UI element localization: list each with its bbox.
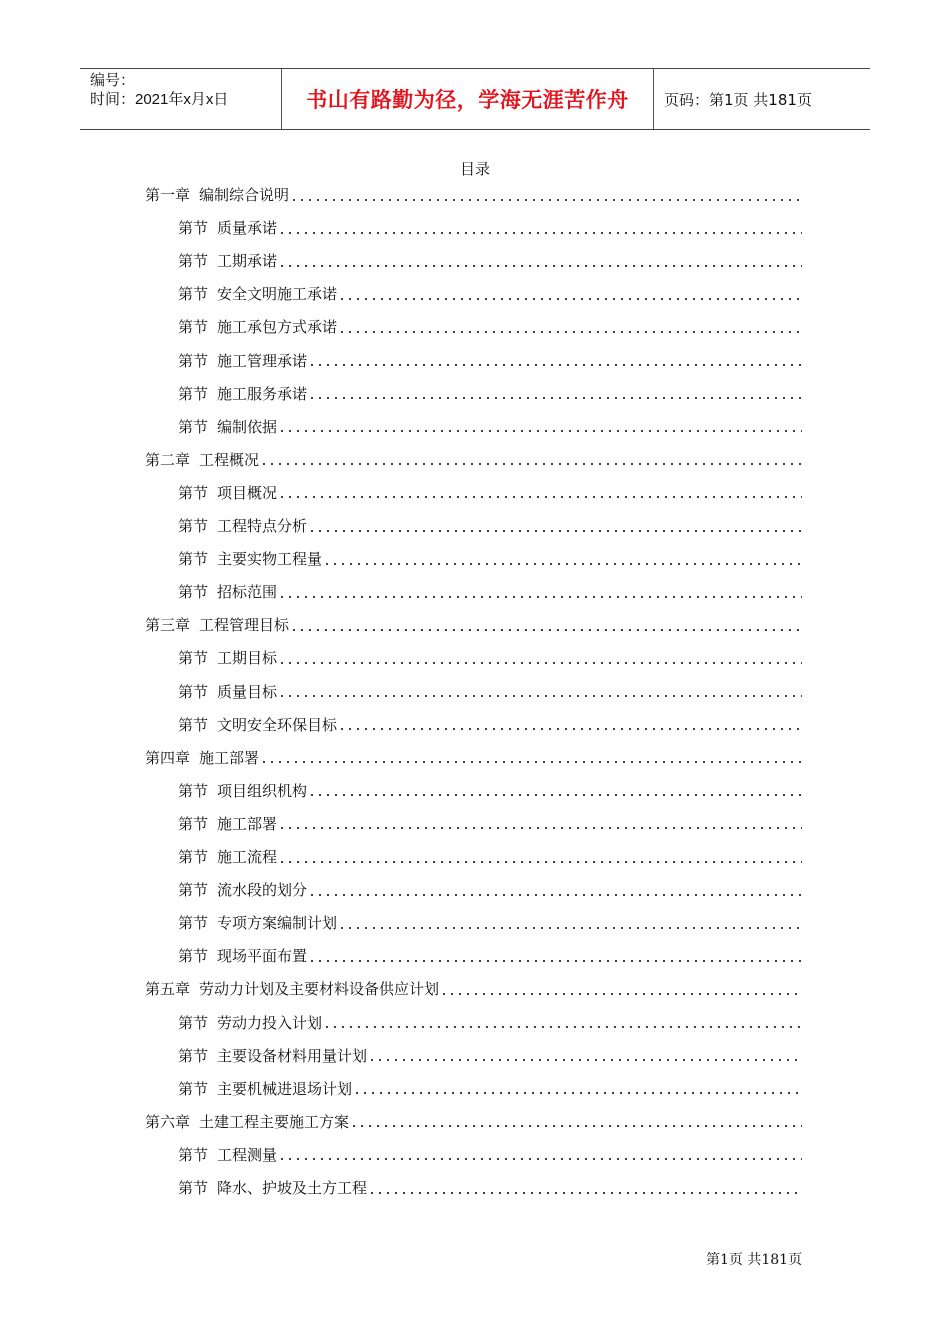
toc-entry-prefix: 第五章 xyxy=(145,980,191,999)
toc-section-entry[interactable] xyxy=(178,840,802,873)
toc-section-entry[interactable] xyxy=(178,211,802,244)
page-header xyxy=(80,68,870,130)
toc-entry-text: 劳动力计划及主要材料设备供应计划 xyxy=(199,980,440,999)
toc-section-entry[interactable] xyxy=(178,377,802,410)
toc-section-entry[interactable] xyxy=(178,641,802,674)
toc-section-entry[interactable] xyxy=(178,410,802,443)
toc-entry-text: 编制依据 xyxy=(217,417,278,436)
toc-entry-prefix: 第节 xyxy=(178,881,209,900)
toc-entry-text: 施工服务承诺 xyxy=(217,384,308,403)
toc-entry-label xyxy=(145,747,259,768)
toc-dot-leader xyxy=(278,495,802,499)
toc-dot-leader xyxy=(353,1091,802,1095)
toc-section-entry[interactable] xyxy=(178,542,802,575)
header-page-info: 页码：第1页 共181页 xyxy=(664,90,812,109)
toc-entry-prefix: 第节 xyxy=(178,285,209,304)
toc-entry-prefix: 第节 xyxy=(178,219,209,238)
toc-section-entry[interactable] xyxy=(178,675,802,708)
toc-dot-leader xyxy=(338,330,802,334)
toc-dot-leader xyxy=(323,562,802,566)
toc-entry-label xyxy=(178,250,277,271)
toc-dot-leader xyxy=(278,264,802,268)
toc-entry-label xyxy=(178,383,307,404)
toc-entry-text: 编制综合说明 xyxy=(199,186,290,204)
toc-chapter-entry[interactable] xyxy=(145,178,802,211)
toc-entry-label xyxy=(145,184,289,205)
toc-entry-text: 劳动力投入计划 xyxy=(217,1013,323,1032)
toc-entry-prefix: 第节 xyxy=(178,914,209,933)
toc-entry-label xyxy=(178,316,337,337)
toc-entry-label xyxy=(178,515,307,536)
toc-entry-label xyxy=(178,1177,367,1198)
toc-dot-leader xyxy=(278,231,802,235)
toc-section-entry[interactable] xyxy=(178,509,802,542)
toc-entry-label xyxy=(178,1012,322,1033)
toc-entry-text: 降水、护坡及土方工程 xyxy=(217,1179,368,1197)
toc-entry-label xyxy=(178,581,277,602)
toc-dot-leader xyxy=(260,760,802,764)
toc-entry-label xyxy=(145,449,259,470)
toc-entry-text: 工程概况 xyxy=(199,450,260,469)
toc-entry-label xyxy=(178,217,277,238)
toc-section-entry[interactable] xyxy=(178,244,802,277)
toc-entry-label xyxy=(178,846,277,867)
toc-entry-label xyxy=(178,1078,352,1099)
toc-dot-leader xyxy=(278,694,802,698)
toc-entry-text: 主要机械进退场计划 xyxy=(217,1079,353,1098)
toc-entry-text: 工期目标 xyxy=(217,649,278,668)
toc-entry-label xyxy=(178,945,307,966)
toc-entry-label xyxy=(178,912,337,933)
document-time-label: 时间：2021年x月x日 xyxy=(90,91,229,108)
toc-entry-text: 施工管理承诺 xyxy=(217,351,308,370)
toc-entry-text: 工程管理目标 xyxy=(199,616,290,635)
toc-section-entry[interactable] xyxy=(178,344,802,377)
toc-entry-prefix: 第节 xyxy=(178,682,209,701)
toc-entry-prefix: 第三章 xyxy=(145,616,191,635)
toc-section-entry[interactable] xyxy=(178,476,802,509)
toc-entry-label xyxy=(178,647,277,668)
toc-dot-leader xyxy=(278,595,802,599)
toc-dot-leader xyxy=(290,198,802,202)
toc-entry-text: 项目组织机构 xyxy=(217,781,308,800)
toc-dot-leader xyxy=(308,793,802,797)
toc-entry-label xyxy=(178,482,277,503)
toc-section-entry[interactable] xyxy=(178,310,802,343)
toc-entry-text: 专项方案编制计划 xyxy=(217,914,338,933)
toc-entry-text: 质量目标 xyxy=(217,682,278,701)
toc-entry-prefix: 第节 xyxy=(178,483,209,502)
toc-dot-leader xyxy=(308,959,802,963)
toc-entry-prefix: 第节 xyxy=(178,1179,209,1197)
toc-dot-leader xyxy=(338,297,802,301)
toc-dot-leader xyxy=(260,462,802,466)
toc-entry-prefix: 第四章 xyxy=(145,748,191,767)
toc-dot-leader xyxy=(323,1025,802,1029)
toc-entry-text: 施工部署 xyxy=(217,814,278,833)
toc-entry-text: 工程特点分析 xyxy=(217,517,308,535)
toc-entry-prefix: 第节 xyxy=(178,848,209,866)
toc-chapter-entry[interactable] xyxy=(145,608,802,641)
toc-entry-label xyxy=(178,416,277,437)
toc-entry-prefix: 第节 xyxy=(178,517,209,535)
toc-entry-text: 施工流程 xyxy=(217,848,278,866)
toc-entry-label xyxy=(178,1144,277,1165)
toc-entry-label xyxy=(178,350,307,371)
toc-section-entry[interactable] xyxy=(178,708,802,741)
toc-entry-label xyxy=(178,548,322,569)
toc-entry-label xyxy=(178,780,307,801)
toc-entry-prefix: 第节 xyxy=(178,583,209,602)
toc-entry-label xyxy=(145,1111,349,1132)
toc-dot-leader xyxy=(440,992,802,996)
toc-dot-leader xyxy=(308,893,802,897)
toc-dot-leader xyxy=(350,1124,802,1128)
toc-dot-leader xyxy=(278,429,802,433)
toc-entry-text: 流水段的划分 xyxy=(217,881,308,900)
toc-entry-text: 施工部署 xyxy=(199,748,260,767)
toc-entry-prefix: 第节 xyxy=(178,715,209,734)
toc-entry-label xyxy=(178,283,337,304)
toc-entry-text: 施工承包方式承诺 xyxy=(217,318,338,337)
toc-entry-prefix: 第节 xyxy=(178,781,209,800)
toc-dot-leader xyxy=(338,727,802,731)
toc-section-entry[interactable] xyxy=(178,1039,802,1072)
toc-dot-leader xyxy=(278,1157,802,1161)
toc-entry-prefix: 第节 xyxy=(178,947,209,966)
toc-dot-leader xyxy=(290,628,802,632)
toc-entry-text: 土建工程主要施工方案 xyxy=(199,1112,350,1131)
toc-dot-leader xyxy=(368,1191,802,1195)
toc-section-entry[interactable] xyxy=(178,1072,802,1105)
toc-dot-leader xyxy=(308,363,802,367)
toc-chapter-entry[interactable] xyxy=(145,443,802,476)
toc-entry-label xyxy=(178,1045,367,1066)
toc-section-entry[interactable] xyxy=(178,1006,802,1039)
toc-entry-text: 主要设备材料用量计划 xyxy=(217,1046,368,1065)
toc-chapter-entry[interactable] xyxy=(145,741,802,774)
toc-entry-prefix: 第二章 xyxy=(145,450,191,469)
toc-dot-leader xyxy=(368,1058,802,1062)
toc-section-entry[interactable] xyxy=(178,939,802,972)
toc-section-entry[interactable] xyxy=(178,277,802,310)
toc-entry-prefix: 第节 xyxy=(178,1145,209,1164)
toc-section-entry[interactable] xyxy=(178,906,802,939)
toc-dot-leader xyxy=(278,860,802,864)
toc-entry-label xyxy=(178,714,337,735)
toc-entry-text: 主要实物工程量 xyxy=(217,550,323,569)
toc-entry-prefix: 第六章 xyxy=(145,1112,191,1131)
toc-entry-text: 工期承诺 xyxy=(217,252,278,271)
header-motto: 书山有路勤为径，学海无涯苦作舟 xyxy=(282,69,654,129)
toc-dot-leader xyxy=(338,926,802,930)
toc-dot-leader xyxy=(308,529,802,533)
document-number-label: 编号： xyxy=(90,72,136,89)
toc-entry-prefix: 第节 xyxy=(178,550,209,569)
toc-section-entry[interactable] xyxy=(178,807,802,840)
toc-entry-label xyxy=(145,614,289,635)
toc-entry-text: 现场平面布置 xyxy=(217,947,308,966)
toc-entry-prefix: 第节 xyxy=(178,417,209,436)
toc-dot-leader xyxy=(308,396,802,400)
toc-entry-prefix: 第节 xyxy=(178,252,209,271)
toc-section-entry[interactable] xyxy=(178,1138,802,1171)
toc-entry-label xyxy=(178,681,277,702)
toc-entry-text: 安全文明施工承诺 xyxy=(217,285,338,304)
toc-entry-prefix: 第节 xyxy=(178,649,209,668)
toc-dot-leader xyxy=(278,661,802,665)
toc-section-entry[interactable] xyxy=(178,873,802,906)
toc-entry-prefix: 第一章 xyxy=(145,186,191,204)
toc-entry-prefix: 第节 xyxy=(178,1013,209,1032)
toc-section-entry[interactable] xyxy=(178,774,802,807)
header-meta xyxy=(80,69,282,129)
toc-section-entry[interactable] xyxy=(178,575,802,608)
toc-dot-leader xyxy=(278,826,802,830)
toc-entry-label xyxy=(178,813,277,834)
toc-entry-prefix: 第节 xyxy=(178,1046,209,1065)
toc-section-entry[interactable] xyxy=(178,1171,802,1204)
toc-entry-text: 工程测量 xyxy=(217,1145,278,1164)
toc-entry-text: 文明安全环保目标 xyxy=(217,715,338,734)
toc-entry-text: 招标范围 xyxy=(217,583,278,602)
toc-entry-text: 项目概况 xyxy=(217,483,278,502)
toc-chapter-entry[interactable] xyxy=(145,1105,802,1138)
toc-entry-prefix: 第节 xyxy=(178,384,209,403)
toc-entry-prefix: 第节 xyxy=(178,1079,209,1098)
toc-entry-text: 质量承诺 xyxy=(217,219,278,238)
toc-entry-label xyxy=(145,978,439,999)
page-footer: 第1页 共181页 xyxy=(706,1252,803,1268)
toc-entry-label xyxy=(178,879,307,900)
toc-entry-prefix: 第节 xyxy=(178,318,209,337)
toc-entry-prefix: 第节 xyxy=(178,351,209,370)
toc-title: 目录 xyxy=(459,160,490,178)
toc-entry-prefix: 第节 xyxy=(178,814,209,833)
toc-chapter-entry[interactable] xyxy=(145,972,802,1005)
